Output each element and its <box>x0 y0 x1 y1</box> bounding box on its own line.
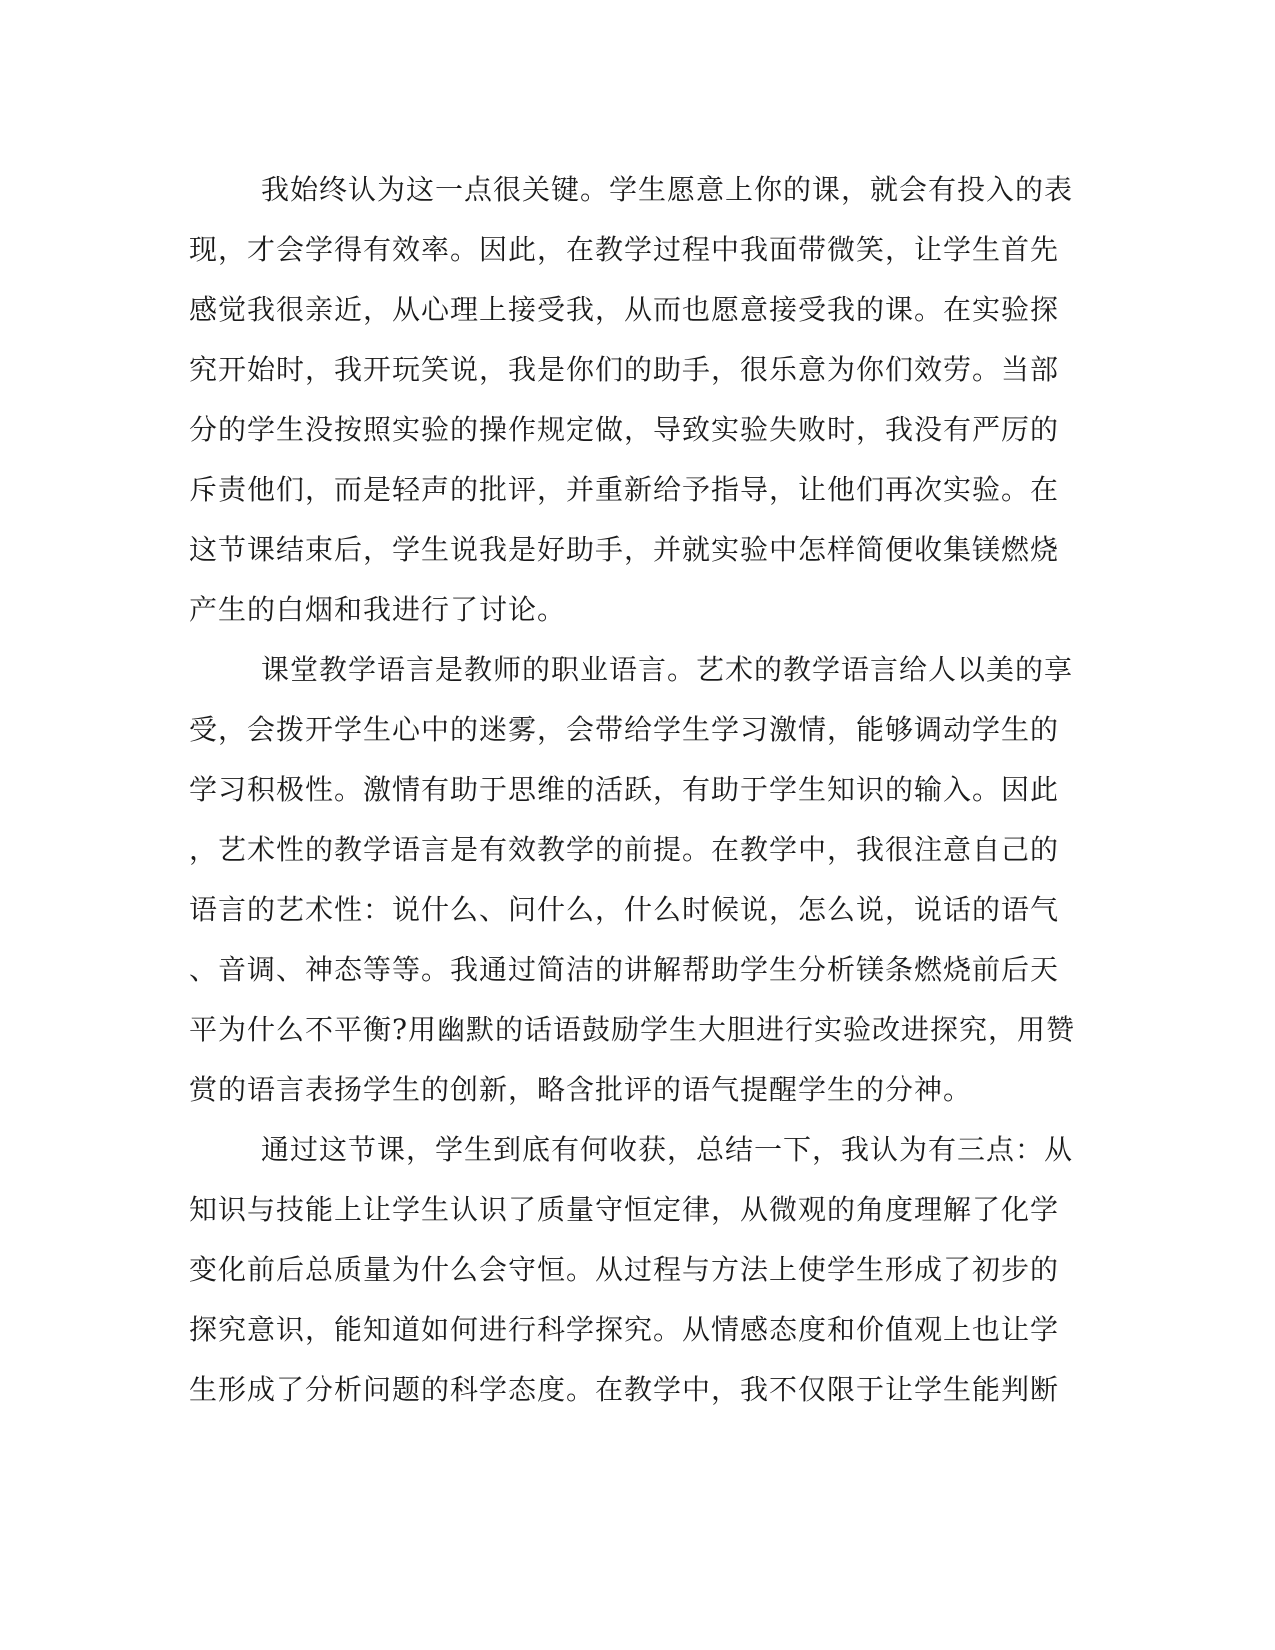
paragraph-line: 我始终认为这一点很关键。学生愿意上你的课，就会有投入的表 <box>261 173 1074 206</box>
paragraph-line: 这节课结束后，学生说我是好助手，并就实验中怎样简便收集镁燃烧 <box>189 533 1060 566</box>
paragraph-3 <box>189 1120 1089 1420</box>
paragraph-line: 学习积极性。激情有助于思维的活跃，有助于学生知识的输入。因此 <box>189 773 1060 806</box>
paragraph-line: 感觉我很亲近，从心理上接受我，从而也愿意接受我的课。在实验探 <box>189 293 1060 326</box>
paragraph-line: 、音调、神态等等。我通过简洁的讲解帮助学生分析镁条燃烧前后天 <box>189 953 1060 986</box>
paragraph-line: 通过这节课，学生到底有何收获，总结一下，我认为有三点：从 <box>261 1133 1074 1166</box>
paragraph-line: 探究意识，能知道如何进行科学探究。从情感态度和价值观上也让学 <box>189 1313 1060 1346</box>
paragraph-1 <box>189 160 1089 640</box>
paragraph-line: ，艺术性的教学语言是有效教学的前提。在教学中，我很注意自己的 <box>189 833 1060 866</box>
paragraph-line: 分的学生没按照实验的操作规定做，导致实验失败时，我没有严厉的 <box>189 413 1060 446</box>
paragraph-line: 现，才会学得有效率。因此，在教学过程中我面带微笑，让学生首先 <box>189 233 1060 266</box>
paragraph-line: 产生的白烟和我进行了讨论。 <box>189 593 567 626</box>
body-text <box>189 160 1089 1420</box>
paragraph-line: 生形成了分析问题的科学态度。在教学中，我不仅限于让学生能判断 <box>189 1373 1060 1406</box>
paragraph-2 <box>189 640 1089 1120</box>
paragraph-line: 知识与技能上让学生认识了质量守恒定律，从微观的角度理解了化学 <box>189 1193 1060 1226</box>
paragraph-line: 斥责他们，而是轻声的批评，并重新给予指导，让他们再次实验。在 <box>189 473 1060 506</box>
paragraph-line: 受，会拨开学生心中的迷雾，会带给学生学习激情，能够调动学生的 <box>189 713 1060 746</box>
paragraph-line: 平为什么不平衡?用幽默的话语鼓励学生大胆进行实验改进探究，用赞 <box>189 1013 1076 1046</box>
paragraph-line: 赏的语言表扬学生的创新，略含批评的语气提醒学生的分神。 <box>189 1073 973 1106</box>
paragraph-line: 变化前后总质量为什么会守恒。从过程与方法上使学生形成了初步的 <box>189 1253 1060 1286</box>
paragraph-line: 究开始时，我开玩笑说，我是你们的助手，很乐意为你们效劳。当部 <box>189 353 1060 386</box>
paragraph-line: 课堂教学语言是教师的职业语言。艺术的教学语言给人以美的享 <box>261 653 1074 686</box>
paragraph-line: 语言的艺术性：说什么、问什么，什么时候说，怎么说，说话的语气 <box>189 893 1060 926</box>
